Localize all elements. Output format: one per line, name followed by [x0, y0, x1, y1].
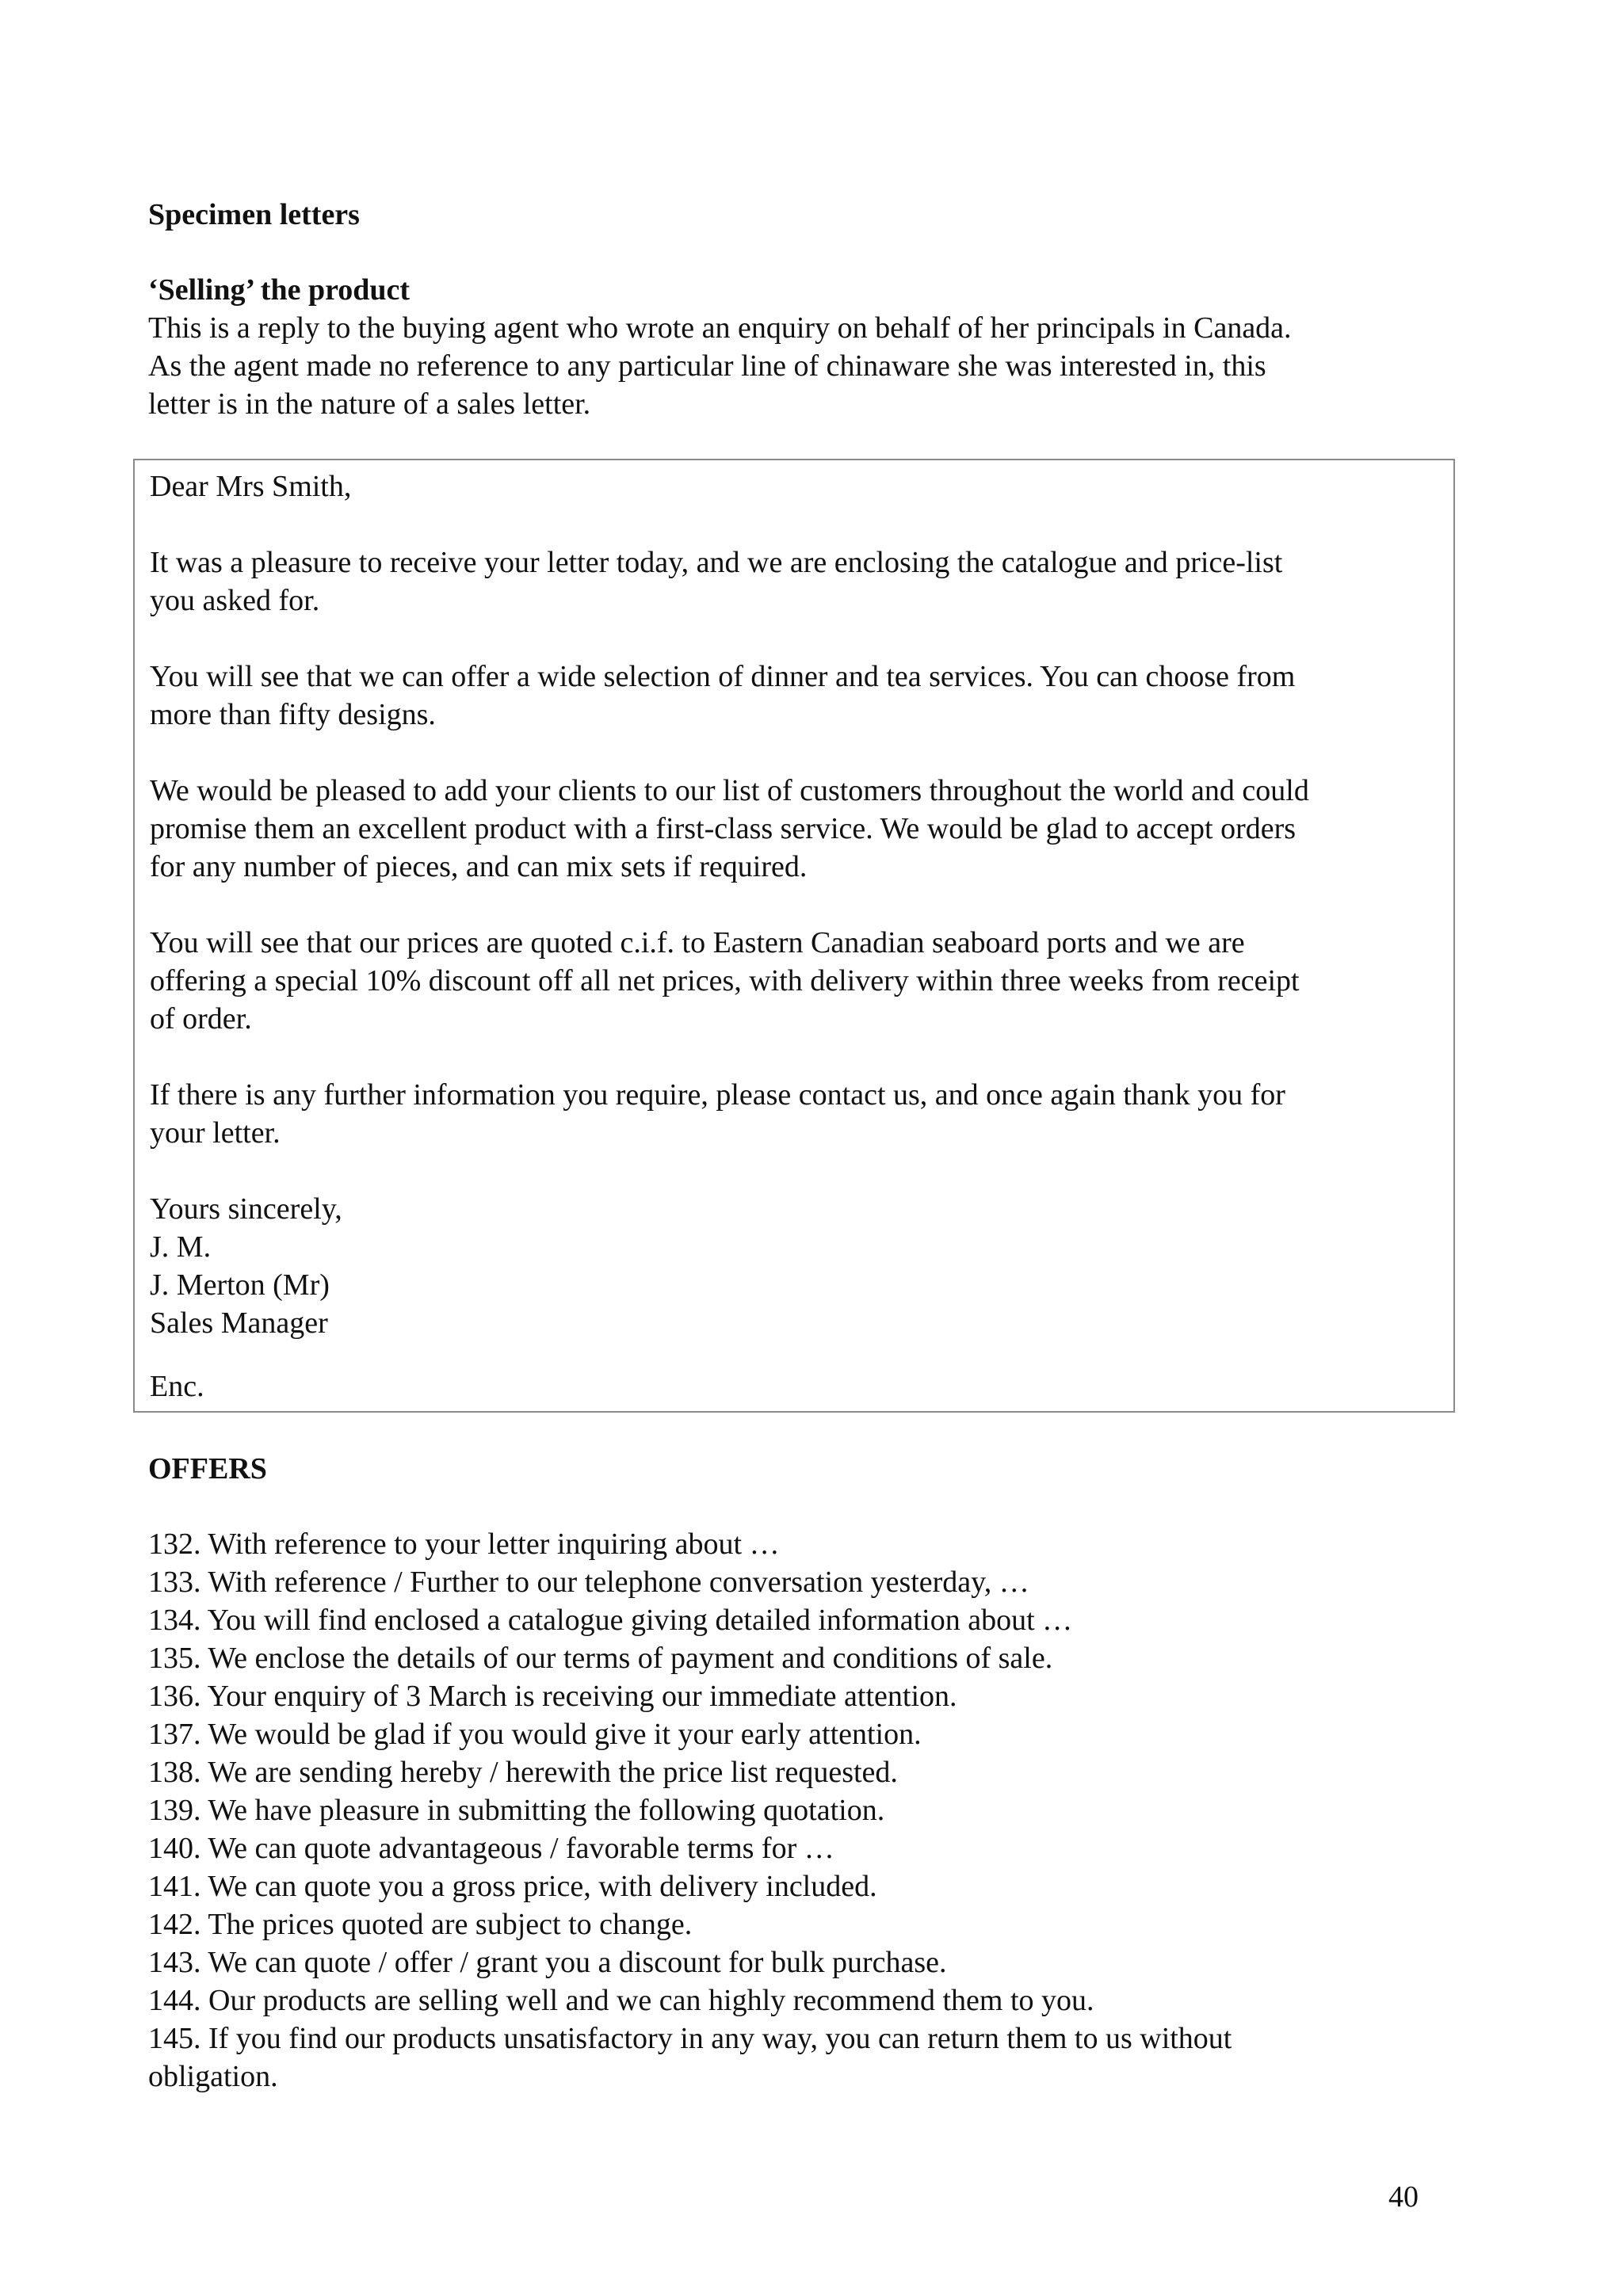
letter-paragraph-line: more than fifty designs. [150, 698, 436, 731]
letter-paragraph-line: you asked for. [150, 584, 320, 617]
letter-closing: Yours sincerely, [150, 1192, 342, 1226]
list-item: 132. With reference to your letter inquiring about … [148, 1527, 780, 1561]
letter-paragraph-line: We would be pleased to add your clients to our list of customers throughout the world and could [150, 774, 1309, 807]
letter-initials: J. M. [150, 1230, 212, 1264]
letter-paragraph-line: You will see that our prices are quoted c.i.f. to Eastern Canadian seaboard ports and we are [150, 926, 1245, 959]
list-item: 144. Our products are selling well and we can highly recommend them to you. [148, 1984, 1094, 2017]
list-item: 142. The prices quoted are subject to change. [148, 1908, 693, 1941]
list-item: 143. We can quote / offer / grant you a discount for bulk purchase. [148, 1946, 947, 1979]
offers-list [148, 1525, 1232, 2096]
letter-paragraph-line: You will see that we can offer a wide selection of dinner and tea services. You can choose from [150, 660, 1296, 693]
list-item: 145. If you find our products unsatisfactory in any way, you can return them to us without [148, 2022, 1232, 2055]
letter-signatory: J. Merton (Mr) [150, 1268, 330, 1302]
list-item: 139. We have pleasure in submitting the following quotation. [148, 1794, 885, 1827]
list-item: 141. We can quote you a gross price, with delivery included. [148, 1870, 877, 1903]
letter-enclosure: Enc. [150, 1370, 204, 1403]
specimen-letter-box [133, 459, 1455, 1413]
letter-paragraph-line: offering a special 10% discount off all net prices, with delivery within three weeks from receipt [150, 964, 1300, 997]
intro-line: This is a reply to the buying agent who wrote an enquiry on behalf of her principals in Canada. [148, 311, 1292, 345]
letter-paragraph-line: promise them an excellent product with a first-class service. We would be glad to accept orders [150, 812, 1296, 845]
list-item: 138. We are sending hereby / herewith the price list requested. [148, 1756, 898, 1789]
letter-paragraph-line: of order. [150, 1002, 252, 1035]
list-item: 136. Your enquiry of 3 March is receiving our immediate attention. [148, 1680, 957, 1713]
subheading: ‘Selling’ the product [148, 273, 411, 307]
letter-paragraph-line: for any number of pieces, and can mix sets if required. [150, 850, 808, 883]
section-heading: Specimen letters [148, 198, 360, 231]
list-item: 135. We enclose the details of our terms of payment and conditions of sale. [148, 1642, 1053, 1675]
letter-salutation: Dear Mrs Smith, [150, 470, 352, 503]
list-item: 137. We would be glad if you would give it your early attention. [148, 1718, 922, 1751]
offers-heading: OFFERS [148, 1452, 267, 1486]
intro-line: As the agent made no reference to any particular line of chinaware she was interested in, this [148, 349, 1266, 383]
list-item: obligation. [148, 2060, 278, 2093]
intro-line: letter is in the nature of a sales letter. [148, 387, 591, 421]
letter-paragraph-line: If there is any further information you require, please contact us, and once again thank you for [150, 1078, 1285, 1112]
letter-signatory-title: Sales Manager [150, 1306, 328, 1340]
letter-paragraph-line: your letter. [150, 1116, 281, 1150]
list-item: 140. We can quote advantageous / favorable terms for … [148, 1832, 834, 1865]
letter-paragraph-line: It was a pleasure to receive your letter today, and we are enclosing the catalogue and price-list [150, 546, 1283, 579]
list-item: 134. You will find enclosed a catalogue giving detailed information about … [148, 1604, 1073, 1637]
page-number: 40 [1388, 2180, 1419, 2214]
list-item: 133. With reference / Further to our telephone conversation yesterday, … [148, 1566, 1029, 1599]
